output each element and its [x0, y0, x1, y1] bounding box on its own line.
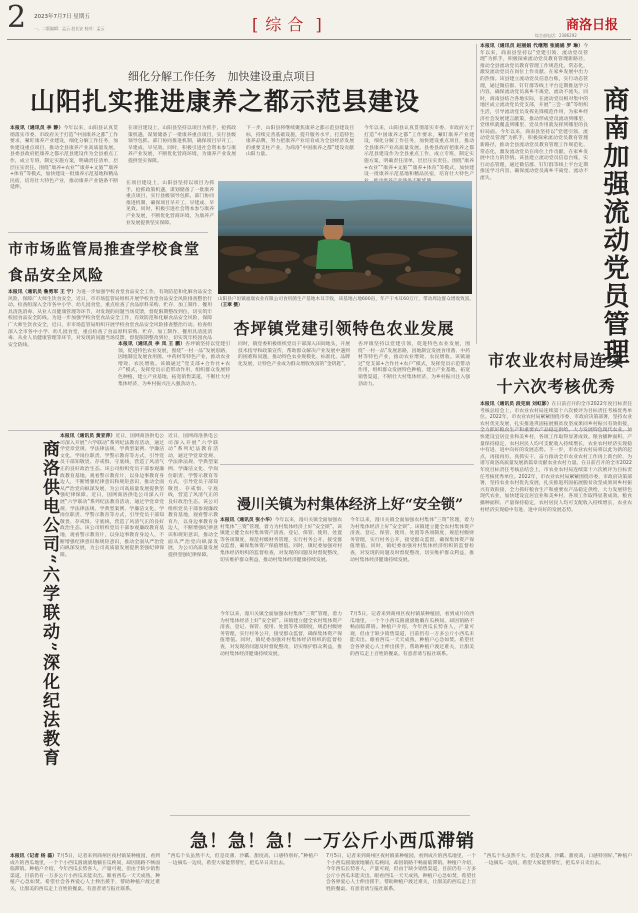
coop-title: 商洛供电公司“六学联动”深化纪法教育	[39, 440, 59, 768]
right-column-divider	[476, 44, 477, 344]
main-article-text	[10, 126, 474, 191]
check-body-repeat: 在日前召开的全市2022年度目标责任考核总结会上，市农业农村局连续第十六次被评为目标责任考核优秀单位。2022年，市农业农村局紧紧围绕市委、市政府决策部署，坚持农业农村优先发展，扎实推进巩固拓展脱贫攻坚成果同乡村振兴有效衔接，全力抓好粮食生产和重要农产品稳定供给，大力发展特色现代农业，加快建设宜居宜业和美乡村，各项工作取得显著成效。粮食播种面积、产量保持稳定，农村居民人均可支配收入持续增长，农业农村经济实现稳中有进、进中向好的发展态势。	[480, 461, 632, 513]
waste-col3: 7月5日，记者来到商州区夜村镇某种植园，看到成片的西瓜地里，一个个小西瓜圆滚滚地躺在瓜秧间，却因销路不畅面临滞销。种植户介绍，今年西瓜长势喜人，产量可观，但由于缺少销售渠道，目前仍有一万多公斤小西瓜未能卖出。眼看西瓜一天天成熟，种植户心急如焚。希望社会各界爱心人士伸出援手，帮助种植户渡过难关，让甜美的西瓜走上百姓的餐桌。有意者请与报社联系。	[326, 854, 477, 892]
side-title: 商南加强流动党员管理	[599, 86, 629, 366]
main-article-col1	[10, 126, 118, 191]
safety-body: 今年以来，漫川关镇全面加强农村集体“三资”管理，着力为村集体经济上好“安全锁”。该镇建立健全农村集体资产清查、登记、保管、使用、处置等各项制度，规范村级财务管理，实行村务公开，接受群众监督，确保集体资产保值增值。同时，镇纪委加强对村集体经济组织的监督检查，对发现的问题及时督促整改，切实维护群众利益，推动村集体经济健康持续发展。	[220, 518, 342, 563]
waste-col4: “西瓜个头虽然不大，但是皮薄、沙瓤、甜度高，口感特别好。”种植户一边摘瓜一边说，希望大家能帮帮忙，把瓜早日卖出去。	[484, 854, 632, 866]
waste-col2: “西瓜个头虽然不大，但是皮薄、沙瓤、甜度高，口感特别好。”种植户一边摘瓜一边说，希望大家能帮帮忙，把瓜早日卖出去。	[168, 854, 318, 866]
bracket-left: [	[252, 15, 260, 34]
check-byline: 本报讯（通讯员 段克雨 刘虹影）	[480, 402, 552, 407]
section-label	[252, 12, 323, 35]
village-col2: 同时，镇党委积极组织党员干部深入田间地头，开展技术指导和政策宣传，帮助群众解决产业发展中遇到的困难和问题，推动特色农业规模化、标准化、品牌化发展，让特色产业成为群众增收致富的“金钥匙”。	[238, 342, 350, 367]
main-photo	[218, 181, 472, 294]
bottom-section-rule	[170, 815, 470, 816]
main-kicker: 细化分解工作任务 加快建设重点项目	[128, 70, 316, 83]
coop-byline: 本报讯（通讯员 黄亚萍）	[60, 434, 116, 439]
main-photo-caption	[218, 297, 474, 311]
check-title: 市农业农村局连续十六次考核优秀	[487, 351, 624, 396]
waste-body: 7月5日，记者来到商州区夜村镇某种植园，看到成片的西瓜地里，一个个小西瓜圆滚滚地躺在瓜秧间，却因销路不畅面临滞销。种植户介绍，今年西瓜长势喜人，产量可观，但由于缺少销售渠道，目前仍有一万多公斤小西瓜未能卖出。眼看西瓜一天天成熟，种植户心急如焚。希望社会各界爱心人士伸出援手，帮助种植户渡过难关，让甜美的西瓜走上百姓的餐桌。有意者请与报社联系。	[10, 854, 161, 892]
mushroom-farm-image	[218, 181, 472, 294]
coop-article-col2: 近日，国网商洛供电公司深入开展“六学联动”系列纪法教育活动，通过学党章党规、学法律法规、学典型案例、学廉洁文化、学岗位职责、学警示教育等方式，引导党员干部知敬畏、存戒惧、守底线，营造了风清气正的良好政治生态。该公司组织党员干部参观廉政教育基地，观看警示教育片，以身边事教育身边人，不断增强纪律意识和规矩意识，推动全面从严治党向纵深发展，为公司高质量发展提供坚强纪律保障。	[168, 434, 218, 558]
side-article-col1	[480, 44, 588, 342]
market-top-rule	[8, 232, 208, 233]
masthead-tagline: 一、二版编辑：孟云 赵长安 校对：孟云	[34, 26, 105, 31]
safety-byline: 本报讯（通讯员 张小华）	[220, 518, 275, 523]
photo-caption-text: 山阳县户垣镇福康农业有限公司食用菌生产基地木耳丰收，该基地占地600亩，年产干木耳60万斤，带动周边群众增收致富。	[218, 297, 474, 302]
main-title: 山阳扎实推进康养之都示范县建设	[30, 87, 421, 116]
check-article	[480, 402, 632, 762]
market-byline: 本报讯（通讯员 鲁勇军 王 宁）	[8, 290, 77, 295]
check-body2: 下一步，市农业农村局将以此为新的起点，再接再厉，真抓实干，奋力推动全市农业农村工作再上新台阶，为谱写商洛高质量发展新篇章贡献农业农村力量。	[480, 448, 632, 467]
safety-col1	[220, 518, 342, 608]
safety-article	[220, 518, 476, 608]
main-byline: 本报讯（通讯员 李 静）	[10, 126, 64, 131]
bracket-right: ]	[315, 15, 323, 34]
village-byline: 本报讯（通讯员 李 凤 王 鹏）	[118, 342, 186, 347]
waste-title: 急！急！急！一万公斤小西瓜滞销	[190, 831, 475, 852]
waste-upper-col2: 7月5日，记者来到商州区夜村镇某种植园，看到成片的西瓜地里，一个个小西瓜圆滚滚地躺在瓜秧间，却因销路不畅面临滞销。种植户介绍，今年西瓜长势喜人，产量可观，但由于缺少销售渠道，目前仍有一万多公斤小西瓜未能卖出。眼看西瓜一天天成熟，种植户心急如焚。希望社会各界爱心人士伸出援手，帮助种植户渡过难关，让甜美的西瓜走上百姓的餐桌。有意者请与报社联系。	[350, 612, 474, 657]
market-title: 市市场监管局推查学校食堂食品安全风险	[8, 240, 201, 284]
side-body: 今年以来，商南县坚持以“党建引领、流动党员管理”为抓手，积极探索流动党员教育管理新路径，推动全县流动党员教育管理工作规范化、常态化，激发流动党员在岗位上作贡献、在家乡发展中出力的热情。该县建立流动党员信息台账，实行动态管理，通过微信群、钉钉群等线上平台定期推送学习内容，确保流动党员离乡不离党、流动不流失。	[480, 44, 588, 96]
page-number: 2	[7, 0, 27, 35]
village-body: 杏坪镇坚持以党建引领，促进特色农业发展，围绕“一村一品”发展思路，因地制宜发展食用菌、中药材等特色产业，推动农业增效、农民增收。该镇通过“党支部+合作社+农户”模式，发挥党员示范带动作用，组织群众发展特色种植，建立产业基地，拓宽销售渠道，不断壮大村集体经济，为乡村振兴注入强劲动力。	[118, 342, 230, 387]
main-body: 今年以来，山阳县认真贯彻落实市委、市政府关于打造“中国康养之都”工作要求，紧盯康养产业建设，细化分解工作任务，加快建设重点项目，推动全县康养产业高质量发展。县委县政府把康养之都示范县建设作为全县重点工作，成立专班，制定实施方案，明确责任清单，层层压实责任。围绕“康养+农业”“康养+文旅”“康养+体育”等模式，加快建设一批康养示范基地和精品民宿，培育壮大特色产业，推动康养产业链条不断延伸。	[10, 126, 118, 191]
main-article-col4: 今年以来，山阳县认真贯彻落实市委、市政府关于打造“中国康养之都”工作要求，紧盯康养产业建设，细化分解工作任务，加快建设重点项目，推动全县康养产业高质量发展。县委县政府把康养之都示范县建设作为全县重点工作，成立专班，制定实施方案，明确责任清单，层层压实责任。围绕“康养+农业”“康养+文旅”“康养+体育”等模式，加快建设一批康养示范基地和精品民宿，培育壮大特色产	[364, 126, 474, 178]
editor-line: 综合部电话：2386292	[535, 33, 577, 38]
side-body-repeat: 今年以来，商南县坚持以“党建引领、流动党员管理”为抓手，积极探索流动党员教育管理新路径，推动全县流动党员教育管理工作规范化、常态化，激发流动党员在岗位上作贡献、在家乡发展中出力的热情。该县建立流动党员信息台账，实行动态管理，通过微信群、钉钉群等线上平台定期推送学习内容，确保流动党员离乡不离党、流动不流失。	[480, 129, 588, 181]
side-body2: 同时，商南县结合各地实际，在流动党员相对集中的地区成立流动党员党支部，开展“三会一课”等组织生活，引导流动党员发挥先锋模范作用，为家乡经济社会发展建言献策，推动形成党员流动到哪里、党组织就覆盖到哪里、党员作用就发挥到哪里的良好局面。	[480, 90, 588, 135]
main-article-col2-cont: 在项目建设上，山阳县坚持以项目为抓手，抢抓政策机遇，谋划储备了一批康养重点项目，实行县级领导包抓、部门协同推进机制，确保项目早开工、早建成、早见效。同时，积极引进社会资本参与康养产业发展，不断优化营商环境，为康养产业发展提供坚实保障。	[126, 181, 214, 226]
paper-logo: 商洛日报	[566, 18, 619, 33]
safety-title: 漫川关镇为村集体经济上好“安全锁”	[236, 497, 464, 513]
masthead-rule	[7, 39, 631, 40]
coop-article	[60, 434, 164, 806]
waste-upper-col1: 今年以来，漫川关镇全面加强农村集体“三资”管理，着力为村集体经济上好“安全锁”。该镇建立健全农村集体资产清查、登记、保管、使用、处置等各项制度，规范村级财务管理，实行村务公开，接受群众监督，确保集体资产保值增值。同时，镇纪委加强对村集体经济组织的监督检查，对发现的问题及时督促整改，切实维护群众利益，推动村集体经济健康持续发展。	[220, 612, 342, 657]
main-article-col3: 下一步，山阳县将继续聚焦康养之都示范县建设目标，持续完善基础设施，提升服务水平，打造特色康养品牌，努力把康养产业培育成为全县经济发展的重要支柱产业，为商洛“中国康养之都”建设贡献山阳力量。	[246, 126, 354, 158]
waste-col1	[10, 854, 160, 910]
waste-byline: 本报讯（记者 杨 磊）	[10, 854, 58, 859]
safety-col2: 今年以来，漫川关镇全面加强农村集体“三资”管理，着力为村集体经济上好“安全锁”。该镇建立健全农村集体资产清查、登记、保管、使用、处置等各项制度，规范村级财务管理，实行村务公开，接受群众监督，确保集体资产保值增值。同时，镇纪委加强对村集体经济组织的监督检查，对发现的问题及时督促整改，切实维护群众利益，推动村集体经济健康持续发展。	[350, 518, 474, 563]
photo-credit: （王翠 摄）	[218, 303, 243, 309]
market-body: 为进一步加强学校食堂食品安全工作，有效防范和化解食品安全风险，保障广大师生饮食安全，近日，市市场监管局组织开展学校食堂食品安全风险排查整治行动。检查组深入全市各中小学、幼儿园食堂，重点检查了食品原料采购、贮存、加工制作、餐用具清洗消毒、从业人员健康管理等环节，对发现的问题当场反馈，督促限期整改到位，切实筑牢校园食品安全防线。	[8, 290, 212, 322]
safety-top-rule	[220, 464, 474, 465]
masthead	[0, 0, 638, 40]
market-body-repeat: 为进一步加强学校食堂食品安全工作，有效防范和化解食品安全风险，保障广大师生饮食安全，近日，市市场监管局组织开展学校食堂食品安全风险排查整治行动。检查组深入全市各中小学、幼儿园食堂，重点检查了食品原料采购、贮存、加工制作、餐用具清洗消毒、从业人员健康管理等环节，对发现的问题当场反馈，督促限期整改到位，切实筑牢校园食品安全防线。	[8, 316, 212, 348]
coop-body-repeat: 近日，国网商洛供电公司深入开展“六学联动”系列纪法教育活动，通过学党章党规、学法律法规、学典型案例、学廉洁文化、学岗位职责、学警示教育等方式，引导党员干部知敬畏、存戒惧、守底线，营造了风清气正的良好政治生态。该公司组织党员干部参观廉政教育基地，观看警示教育片，以身边事教育身边人，不断增强纪律意识和规矩意识，推动全面从严治党向纵深发展，为公司高质量发展提供坚强纪律保障。	[60, 493, 164, 558]
village-title: 杏坪镇党建引领特色农业发展	[233, 319, 455, 338]
waste-article	[10, 854, 632, 910]
coop-body: 近日，国网商洛供电公司深入开展“六学联动”系列纪法教育活动，通过学党章党规、学法律法规、学典型案例、学廉洁文化、学岗位职责、学警示教育等方式，引导党员干部知敬畏、存戒惧、守底线，营造了风清气正的良好政治生态。该公司组织党员干部参观廉政教育基地，观看警示教育片，以身边事教育身边人，不断增强纪律意识和规矩意识，推动全面从严治党向纵深发展，为公司高质量发展提供坚强纪律保障。	[60, 434, 164, 499]
side-byline: 本报讯（通讯员 赵丽娟 代继翔 张娟娟 罗 琳）	[480, 44, 584, 49]
section-name: 综合	[265, 15, 310, 34]
village-col3: 杏坪镇坚持以党建引领，促进特色农业发展，围绕“一村一品”发展思路，因地制宜发展食用菌、中药材等特色产业，推动农业增效、农民增收。该镇通过“党支部+合作社+农户”模式，发挥党员示范带动作用，组织群众发展特色种植，建立产业基地，拓宽销售渠道，不断壮大村集体经济，为乡村振兴注入强劲动力。	[358, 342, 470, 387]
waste-upper-text	[220, 612, 476, 810]
check-body: 在日前召开的全市2022年度目标责任考核总结会上，市农业农村局连续第十六次被评为目标责任考核优秀单位。2022年，市农业农村局紧紧围绕市委、市政府决策部署，坚持农业农村优先发展，扎实推进巩固拓展脱贫攻坚成果同乡村振兴有效衔接，全力抓好粮食生产和重要农产品稳定供给，大力发展特色现代农业，加快建设宜居宜业和美乡村，各项工作取得显著成效。粮食播种面积、产量保持稳定，农村居民人均可支配收入持续增长，农业农村经济实现稳中有进、进中向好的发展态势。	[480, 402, 632, 454]
main-article-col2: 在项目建设上，山阳县坚持以项目为抓手，抢抓政策机遇，谋划储备了一批康养重点项目，实行县级领导包抓、部门协同推进机制，确保项目早开工、早建成、早见效。同时，积极引进社会资本参与康养产业发展，不断优化营商环境，为康养产业发展提供坚实保障。	[128, 126, 236, 164]
masthead-date: 2023年7月7日 星期五	[34, 14, 90, 20]
